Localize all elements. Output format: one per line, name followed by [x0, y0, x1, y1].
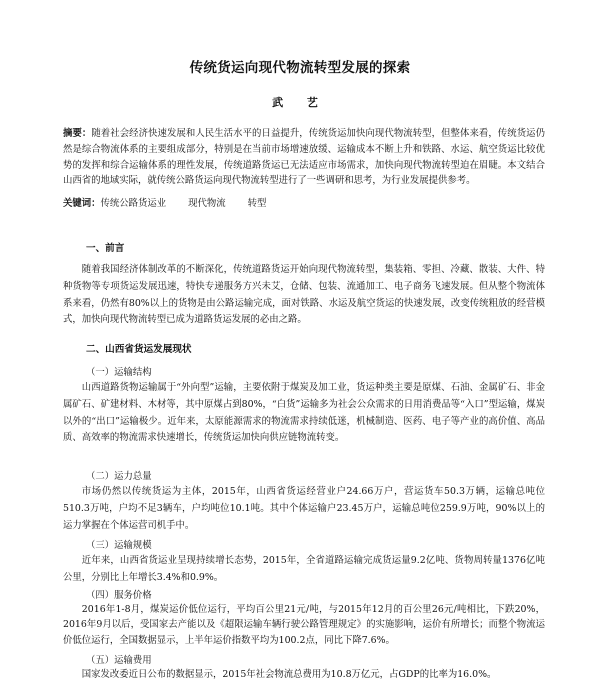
subheading-transport-structure: （一）运输结构 — [86, 367, 152, 378]
abstract — [63, 126, 545, 189]
subheading-cost: （五）运输费用 — [86, 655, 152, 666]
subheading-price: （四）服务价格 — [86, 590, 152, 601]
subheading-capacity: （二）运力总量 — [86, 471, 152, 482]
keyword: 转型 — [247, 198, 267, 209]
abstract-text: 随着社会经济快速发展和人民生活水平的日益提升，传统货运加快向现代物流转型，但整体来看，传统货运仍然是综合物流体系的主要组成部分，特别是在当前市场增速放缓、运输成本不断上升和铁路、水运、航空货运比较优势的发挥和综合运输体系的理性发展，传统道路货运已无法适应市场需求，加快向现代物流转型迫在眉睫。本文结合山西省的地域实际，就传统公路货运向现代物流转型进行了一些调研和思考，为行业发展提供参考。 — [63, 128, 545, 187]
article-title: 传统货运向现代物流转型发展的探索 — [189, 60, 411, 76]
capacity-paragraph: 市场仍然以传统货运为主体，2015年，山西省货运经营业户24.66万户，营运货车50.3万辆，运输总吨位510.3万吨，户均不足3辆车，户均吨位10.1吨。其中个体运输户23.45万户，运输总吨位259.9万吨，90%以上的运力掌握在个体运营司机手中。 — [63, 486, 545, 531]
keywords-label: 关键词： — [63, 198, 101, 209]
scale-paragraph: 近年来，山西省货运业呈现持续增长态势，2015年，全省道路运输完成货运量9.2亿吨、货物周转量1376亿吨公里，分别比上年增长3.4%和0.9%。 — [63, 555, 545, 583]
cost-paragraph: 国家发改委近日公布的数据显示，2015年社会物流总费用为10.8万亿元，占GDP的比率为16.0%。 — [81, 669, 497, 680]
price-paragraph: 2016年1-8月，煤炭运价低位运行，平均百公里21元/吨，与2015年12月的百公里26元/吨相比，下跌20%，2016年9月以后，受国家去产能以及《超限运输车辆行驶公路管理规定》的实施影响，运价有所增长；而整个物流运价低位运行，全国数据显示，上半年运价指数平均为100.2点，同比下降7.6%。 — [63, 604, 545, 646]
section-heading-status: 二、山西省货运发展现状 — [86, 344, 192, 355]
subheading-scale: （三）运输规模 — [86, 540, 152, 551]
keyword: 传统公路货运业 — [100, 198, 167, 209]
intro-paragraph: 随着我国经济体制改革的不断深化，传统道路货运开始向现代物流转型，集装箱、零担、冷藏、散装、大件、特种货物等专项货运发展迅速，特快专递服务方兴未艾，仓储、包装、流通加工、电子商务飞速发展。但从整个物流体系来看，仍然有80%以上的货物是由公路运输完成，面对铁路、水运及航空货运的快速发展，改变传统粗放的经营模式，加快向现代物流转型已成为道路货运发展的必由之路。 — [63, 264, 545, 326]
keywords — [63, 196, 545, 212]
article-author: 武 艺 — [272, 96, 328, 109]
keyword: 现代物流 — [188, 198, 226, 209]
abstract-label: 摘要： — [63, 128, 92, 139]
section-heading-intro: 一、前言 — [86, 243, 125, 254]
transport-structure-paragraph: 山西道路货物运输属于“外向型”运输，主要依附于煤炭及加工业，货运种类主要是原煤、石油、金属矿石、非金属矿石、矿建材料、木材等，其中原煤占到80%，“白货”运输多为社会公众需求的日用消费品等“入口”型运输，煤炭以外的“出口”运输极少。近年来，太原能源需求的物流需求持续低迷，机械制造、医药、电子等产业的高价值、高品质、高效率的物流需求快速增长，传统货运加快向供应链物流转变。 — [63, 382, 545, 444]
